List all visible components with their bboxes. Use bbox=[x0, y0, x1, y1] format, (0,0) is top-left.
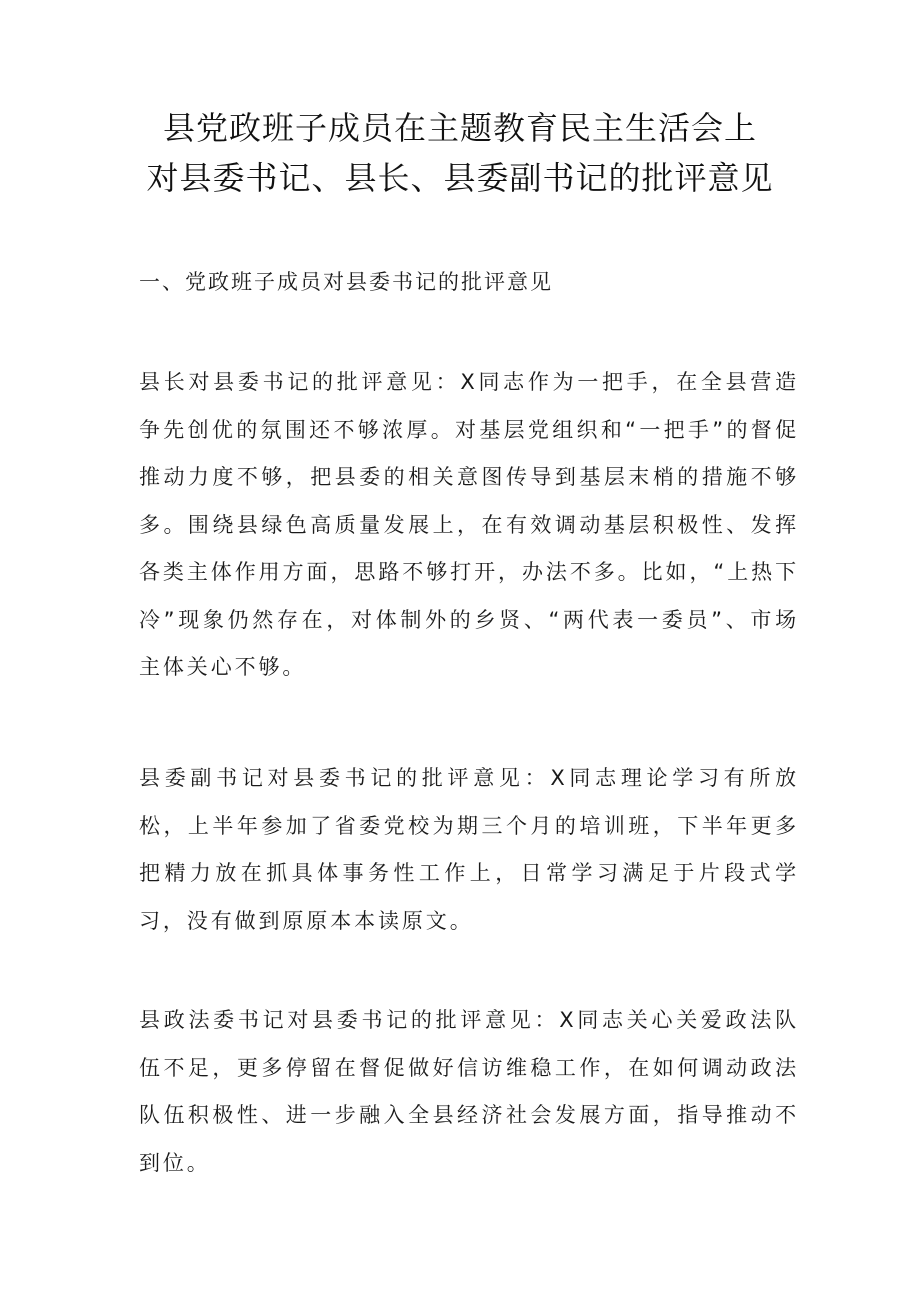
paragraph-county-mayor-opinion: 县长对县委书记的批评意见：X同志作为一把手，在全县营造争先创优的氛围还不够浓厚。对基层党组织和“一把手”的督促推动力度不够，把县委的相关意图传导到基层末梢的措施不够多。围绕县绿色高质量发展上，在有效调动基层积极性、发挥各类主体作用方面，思路不够打开，办法不多。比如，“上热下冷”现象仍然存在，对体制外的乡贤、“两代表一委员”、市场主体关心不够。 bbox=[139, 370, 799, 679]
paragraph-political-legal-secretary-opinion: 县政法委书记对县委书记的批评意见：X同志关心关爱政法队伍不足，更多停留在督促做好信访维稳工作，在如何调动政法队伍积极性、进一步融入全县经济社会发展方面，指导推动不到位。 bbox=[139, 1008, 799, 1175]
document-title-line-1: 县党政班子成员在主题教育民主生活会上 bbox=[162, 109, 757, 147]
section-heading: 一、党政班子成员对县委书记的批评意见 bbox=[139, 270, 553, 294]
document-title-line-2: 对县委书记、县长、县委副书记的批评意见 bbox=[146, 159, 774, 197]
paragraph-deputy-secretary-opinion: 县委副书记对县委书记的批评意见：X同志理论学习有所放松，上半年参加了省委党校为期三个月的培训班，下半年更多把精力放在抓具体事务性工作上，日常学习满足于片段式学习，没有做到原原本本读原文。 bbox=[139, 766, 799, 933]
